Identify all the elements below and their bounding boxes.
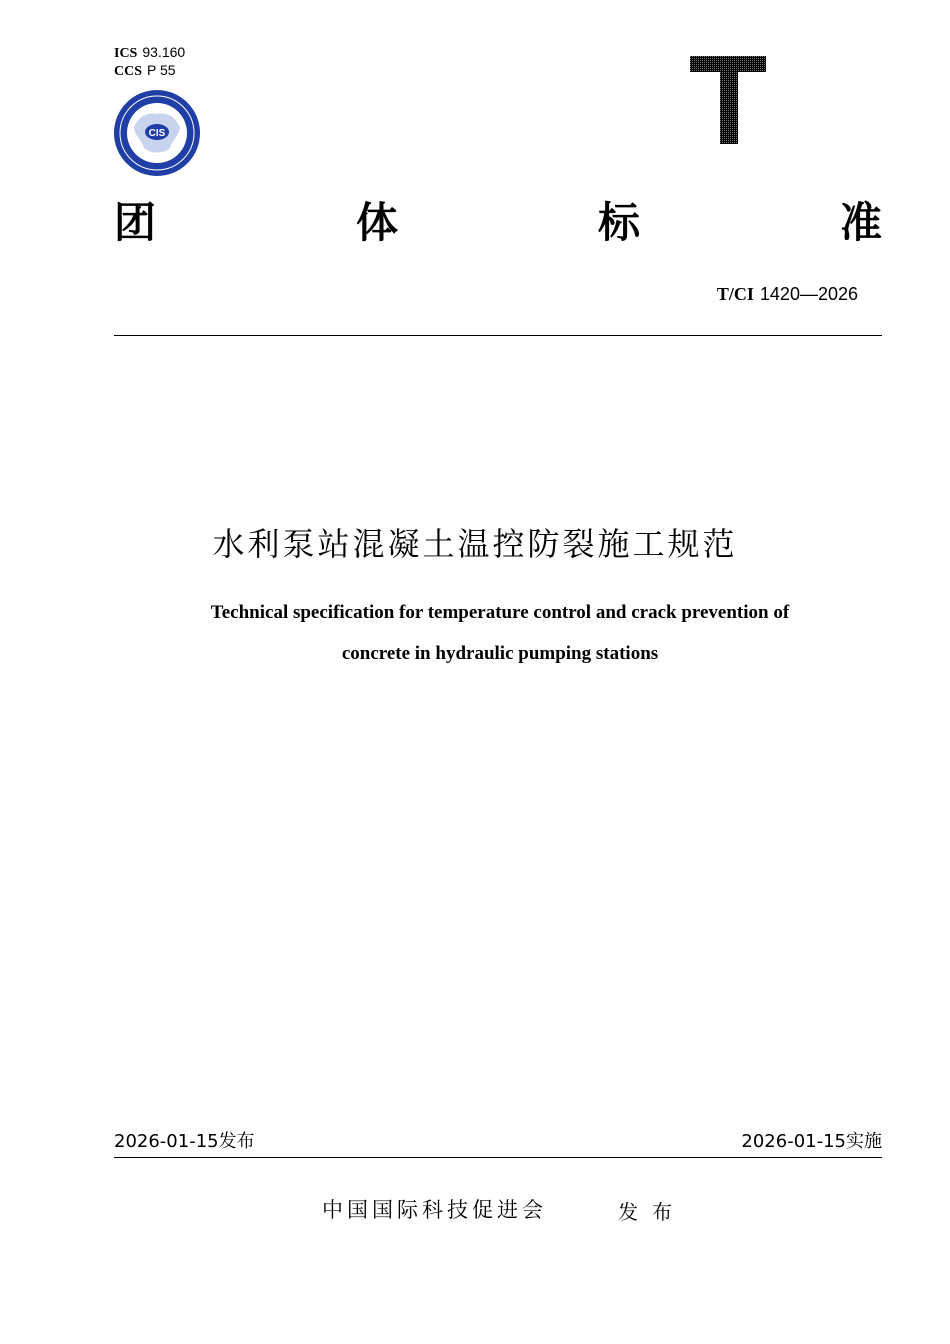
title-english-line-2: concrete in hydraulic pumping stations <box>341 643 659 664</box>
heading-char: 体 <box>355 198 398 247</box>
standard-number-value: 1420—2026 <box>759 284 858 304</box>
ccs-value: P 55 <box>147 62 176 78</box>
implement-date: 2026-01-15实施 <box>741 1131 882 1152</box>
publish-word: 发布 <box>618 1200 686 1224</box>
logo-text: CIS <box>148 128 166 139</box>
ics-label: ICS <box>114 46 138 61</box>
ccs-code <box>114 62 176 80</box>
title-chinese: 水利泵站混凝土温控防裂施工规范 <box>212 525 738 563</box>
standard-type-letter <box>688 52 770 146</box>
title-english-line-1: Technical specification for temperature control and crack prevention of <box>210 602 790 623</box>
heading-char: 团 <box>114 198 157 247</box>
heading-char: 标 <box>597 198 640 247</box>
standard-type-mark <box>688 52 770 146</box>
ccs-label: CCS <box>114 64 143 79</box>
standard-number-prefix: T/CI <box>716 284 754 304</box>
publisher-name: 中国国际科技促进会 <box>322 1198 547 1222</box>
footer-divider <box>114 1157 882 1158</box>
ics-value: 93.160 <box>142 44 186 60</box>
association-logo <box>112 88 202 178</box>
publish-date: 2026-01-15发布 <box>114 1131 255 1152</box>
header-divider <box>114 335 882 336</box>
heading-char: 准 <box>839 198 882 247</box>
standard-category-heading <box>114 195 882 251</box>
standard-number <box>717 284 858 305</box>
ics-code <box>114 44 185 62</box>
cis-logo-icon <box>112 88 202 178</box>
